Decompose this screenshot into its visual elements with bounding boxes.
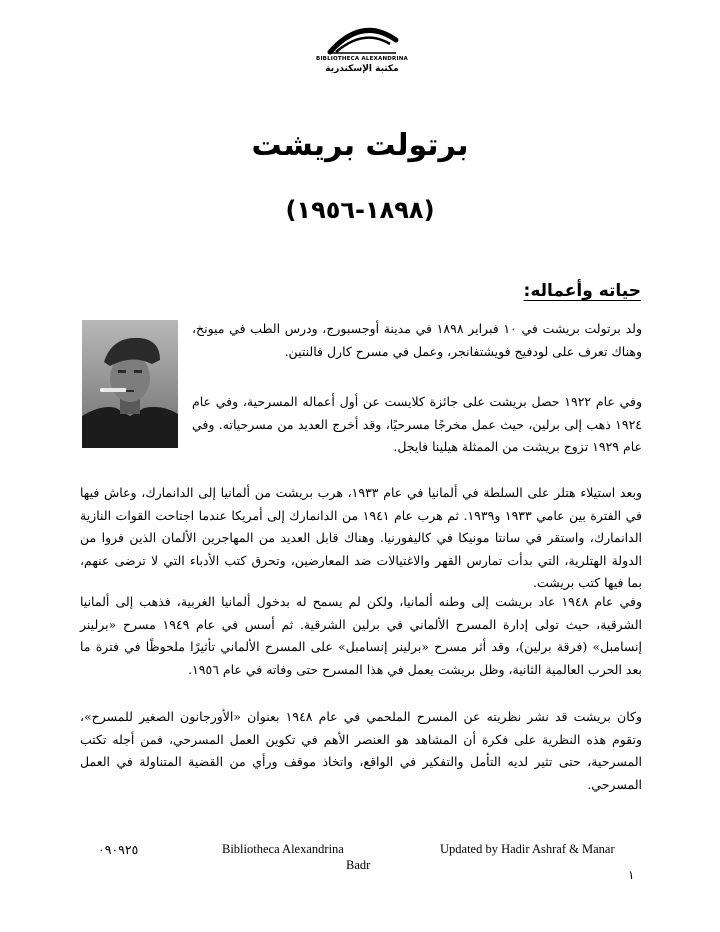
paragraph-exile: وبعد استيلاء هتلر على السلطة في ألمانيا في عام ١٩٣٣، هرب بريشت من ألمانيا إلى الدانمارك، وعاش فيها في الفترة بين عامي ١٩٣٣ و١٩٣٩. ثم هرب عام ١٩٤١ من الدانمارك إلى أمريكا عندما اجتاحت القوات النازية الدانمارك، واستقر في سانتا مونيكا في كاليفورنيا. وهناك قابل العديد من المهاجرين الألمان الذين فروا من الدولة الهتلرية، التي بدأت تمارس القهر والاغتيالات ضد المعارضين، وتحرق كتب الأدباء التي لا ترضى عنهم، بما فيها كتب بريشت.	[80, 485, 643, 590]
footer-updated-by: Updated by Hadir Ashraf & Manar	[440, 842, 615, 856]
paragraph-birth: ولد برتولت بريشت في ١٠ فبراير ١٨٩٨ في مدينة أوجسبورج، ودرس الطب في ميونخ، وهناك تعرف على لودفيج فويشتفانجر، وعمل في مسرح كارل فالنتين.	[192, 321, 642, 359]
lifespan-years: (١٨٩٨-١٩٥٦)	[285, 196, 435, 224]
portrait-photo	[82, 320, 178, 448]
footer-library-name: Bibliotheca Alexandrina	[222, 842, 344, 856]
section-heading: حياته وأعماله:	[523, 281, 641, 301]
footer-document-number: ٠٩٠٩٢٥	[98, 843, 139, 857]
logo-name-ar: مكتبة الإسكندرية	[325, 64, 399, 74]
arc-logo-icon	[300, 22, 424, 58]
paragraph-early-career: وفي عام ١٩٢٢ حصل بريشت على جائزة كلايست عن أول أعماله المسرحية، وفي عام ١٩٢٤ ذهب إلى برلين، حيث عمل مخرجًا مسرحيًا، وقد أخرج العديد من مسرحياته. وفي عام ١٩٢٩ تزوج بريشت من الممثلة هيلينا فايجل.	[192, 394, 642, 454]
logo-name-en: BIBLIOTHECA ALEXANDRINA	[316, 56, 408, 62]
paragraph-return: وفي عام ١٩٤٨ عاد بريشت إلى وطنه ألمانيا، ولكن لم يسمح له بدخول ألمانيا الغربية، فذهب إلى ألمانيا الشرقية، حيث تولى إدارة المسرح الألماني في برلين الشرقية. ثم أسس في عام ١٩٤٩ مسرح «برلينر إنسامبل» (فرقة برلين)، وقد أثر مسرح «برلينر إنسامبل» على المسرح الألماني تأثيرًا ملحوظًا في فترة ما بعد الحرب العالمية الثانية، وظل بريشت يعمل في هذا المسرح حتى وفاته في عام ١٩٥٦.	[80, 594, 642, 677]
library-logo	[300, 22, 424, 84]
footer-updated-by-continued: Badr	[346, 858, 371, 872]
paragraph-epic-theatre: وكان بريشت قد نشر نظريته عن المسرح الملحمي في عام ١٩٤٨ بعنوان «الأورجانون الصغير للمسرح»، وتقوم هذه النظرية على فكرة أن المشاهد هو العنصر الأهم في تكوين العمل المسرحي، فمن أجله تكتب المسرحية، حتى تثير لديه التأمل والتفكير في الواقع، واتخاذ موقف ورأي من القضية المتناولة في العمل المسرحي.	[80, 709, 642, 792]
page-number: ١	[628, 868, 635, 882]
page-title: برتولت بريشت	[251, 128, 469, 163]
